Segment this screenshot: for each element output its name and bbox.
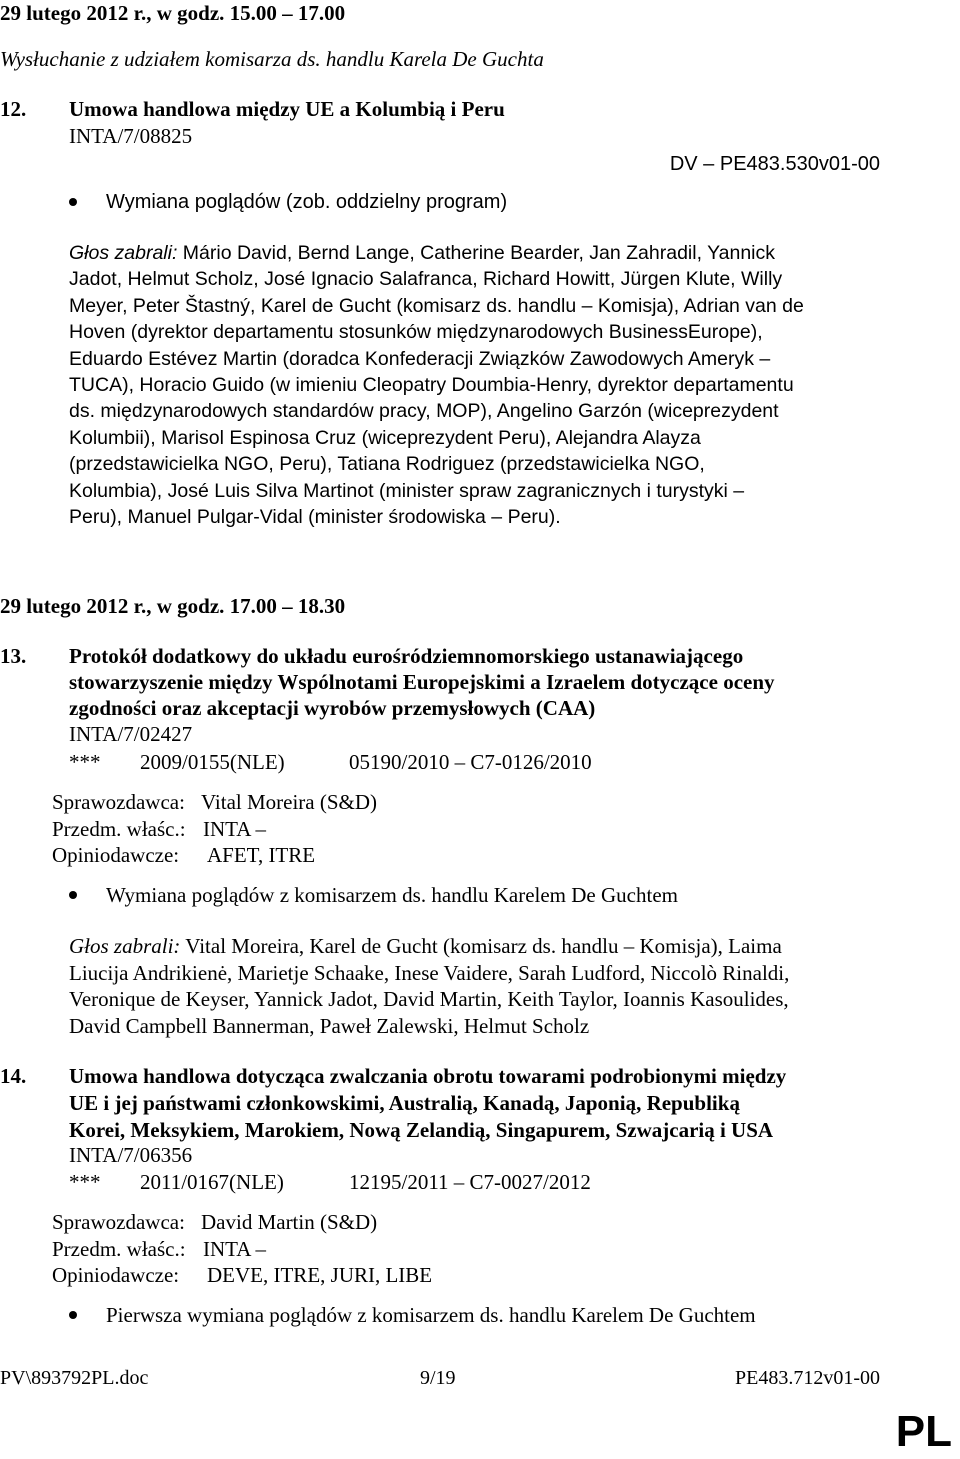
speakers-line: Liucija Andrikienė, Marietje Schaake, Inese Vaidere, Sarah Ludford, Niccolò Rinaldi,	[69, 960, 790, 985]
footer-doc: PV\893792PL.doc	[0, 1367, 149, 1389]
opinion-label: Opiniodawcze:	[52, 843, 180, 867]
speakers-line: (przedstawicielka NGO, Peru), Tatiana Rodriguez (przedstawicielka NGO,	[69, 453, 705, 476]
item-title	[69, 643, 775, 721]
speakers-label: Głos zabrali:	[69, 242, 178, 264]
title-line: UE i jej państwami członkowskimi, Australią, Kanadą, Japonią, Republiką	[69, 1091, 740, 1115]
procedure-number: 2011/0167(NLE)	[140, 1170, 284, 1194]
item-number: 14.	[0, 1064, 27, 1088]
bullet-icon	[69, 891, 77, 899]
procedure-number: 2009/0155(NLE)	[140, 750, 285, 774]
committee-label: Przedm. właśc.:	[52, 817, 186, 841]
document-numbers: 12195/2011 – C7-0027/2012	[349, 1170, 591, 1194]
speakers-line: Vital Moreira, Karel de Gucht (komisarz ds. handlu – Komisja), Laima	[180, 934, 782, 958]
rapporteur-label: Sprawozdawca:	[52, 1210, 185, 1234]
rapporteur-value: David Martin (S&D)	[201, 1210, 378, 1234]
bullet-text: Wymiana poglądów (zob. oddzielny program)	[106, 191, 508, 213]
item-number: 12.	[0, 97, 27, 121]
title-line: zgodności oraz akceptacji wyrobów przemysłowych (CAA)	[69, 696, 596, 720]
item-number: 13.	[0, 644, 27, 668]
title-line: Protokół dodatkowy do układu eurośródziemnomorskiego ustanawiającego	[69, 644, 744, 668]
speakers-line: Kolumbii), Marisol Espinosa Cruz (wiceprezydent Peru), Alejandra Alayza	[69, 426, 701, 449]
stars: ***	[69, 750, 101, 774]
committee-value: INTA –	[203, 1237, 267, 1261]
committee-label: Przedm. właśc.:	[52, 1237, 186, 1261]
speakers-line: David Campbell Bannerman, Paweł Zalewski, Helmut Scholz	[69, 1013, 590, 1038]
dv-ref: DV – PE483.530v01-00	[669, 153, 880, 175]
item-title	[69, 1063, 786, 1144]
item-ref: INTA/7/08825	[69, 124, 193, 148]
opinion-value: AFET, ITRE	[207, 843, 316, 867]
speakers-line: Hoven (dyrektor departamentu stosunków międzynarodowych BusinessEurope),	[69, 321, 763, 344]
bullet-icon	[69, 198, 77, 206]
rapporteur-value: Vital Moreira (S&D)	[201, 790, 378, 814]
session-date: 29 lutego 2012 r., w godz. 15.00 – 17.00	[0, 1, 346, 25]
title-line: Umowa handlowa dotycząca zwalczania obrotu towarami podrobionymi między	[69, 1064, 787, 1088]
item-ref: INTA/7/02427	[69, 722, 193, 746]
item-title: Umowa handlowa między UE a Kolumbią i Peru	[69, 97, 505, 121]
speakers-line: Veronique de Keyser, Yannick Jadot, David Martin, Keith Taylor, Ioannis Kasoulides,	[69, 987, 789, 1011]
stars: ***	[69, 1170, 101, 1194]
footer-ref: PE483.712v01-00	[735, 1367, 880, 1389]
language-mark: PL	[895, 1407, 952, 1456]
rapporteur-label: Sprawozdawca:	[52, 790, 185, 814]
speakers-line: TUCA), Horacio Guido (w imieniu Cleopatry Doumbia-Henry, dyrektor departamentu	[69, 374, 794, 397]
session-date: 29 lutego 2012 r., w godz. 17.00 – 18.30	[0, 594, 346, 618]
speakers-label: Głos zabrali:	[69, 934, 181, 958]
speakers-line: Meyer, Peter Štastný, Karel de Gucht (komisarz ds. handlu – Komisja), Adrian van de	[69, 294, 804, 317]
opinion-label: Opiniodawcze:	[52, 1263, 180, 1287]
document-numbers: 05190/2010 – C7-0126/2010	[349, 750, 592, 774]
bullet-text: Pierwsza wymiana poglądów z komisarzem ds. handlu Karelem De Guchtem	[106, 1303, 756, 1327]
bullet-icon	[69, 1311, 77, 1319]
title-line: stowarzyszenie między Wspólnotami Europejskimi a Izraelem dotyczące oceny	[69, 670, 775, 694]
speakers-line: Peru), Manuel Pulgar-Vidal (minister środowiska – Peru).	[69, 506, 561, 529]
speakers-paragraph	[69, 240, 804, 530]
speakers-paragraph	[69, 933, 789, 1039]
speakers-line: Jadot, Helmut Scholz, José Ignacio Salafranca, Richard Howitt, Jürgen Klute, Willy	[69, 268, 783, 291]
opinion-value: DEVE, ITRE, JURI, LIBE	[207, 1263, 433, 1287]
speakers-line: Eduardo Estévez Martin (doradca Konfederacji Związków Zawodowych Ameryk –	[69, 347, 771, 370]
speakers-line: Mário David, Bernd Lange, Catherine Bearder, Jan Zahradil, Yannick	[177, 242, 775, 264]
item-ref: INTA/7/06356	[69, 1143, 193, 1167]
committee-value: INTA –	[203, 817, 267, 841]
title-line: Korei, Meksykiem, Marokiem, Nową Zelandią, Singapurem, Szwajcarią i USA	[69, 1118, 774, 1142]
bullet-text: Wymiana poglądów z komisarzem ds. handlu Karelem De Guchtem	[106, 883, 678, 907]
speakers-line: Kolumbia), José Luis Silva Martinot (minister spraw zagranicznych i turystyki –	[69, 479, 745, 502]
speakers-line: ds. międzynarodowych standardów pracy, MOP), Angelino Garzón (wiceprezydent	[69, 400, 779, 423]
footer-page: 9/19	[420, 1367, 456, 1389]
hearing-title: Wysłuchanie z udziałem komisarza ds. handlu Karela De Guchta	[0, 47, 544, 71]
